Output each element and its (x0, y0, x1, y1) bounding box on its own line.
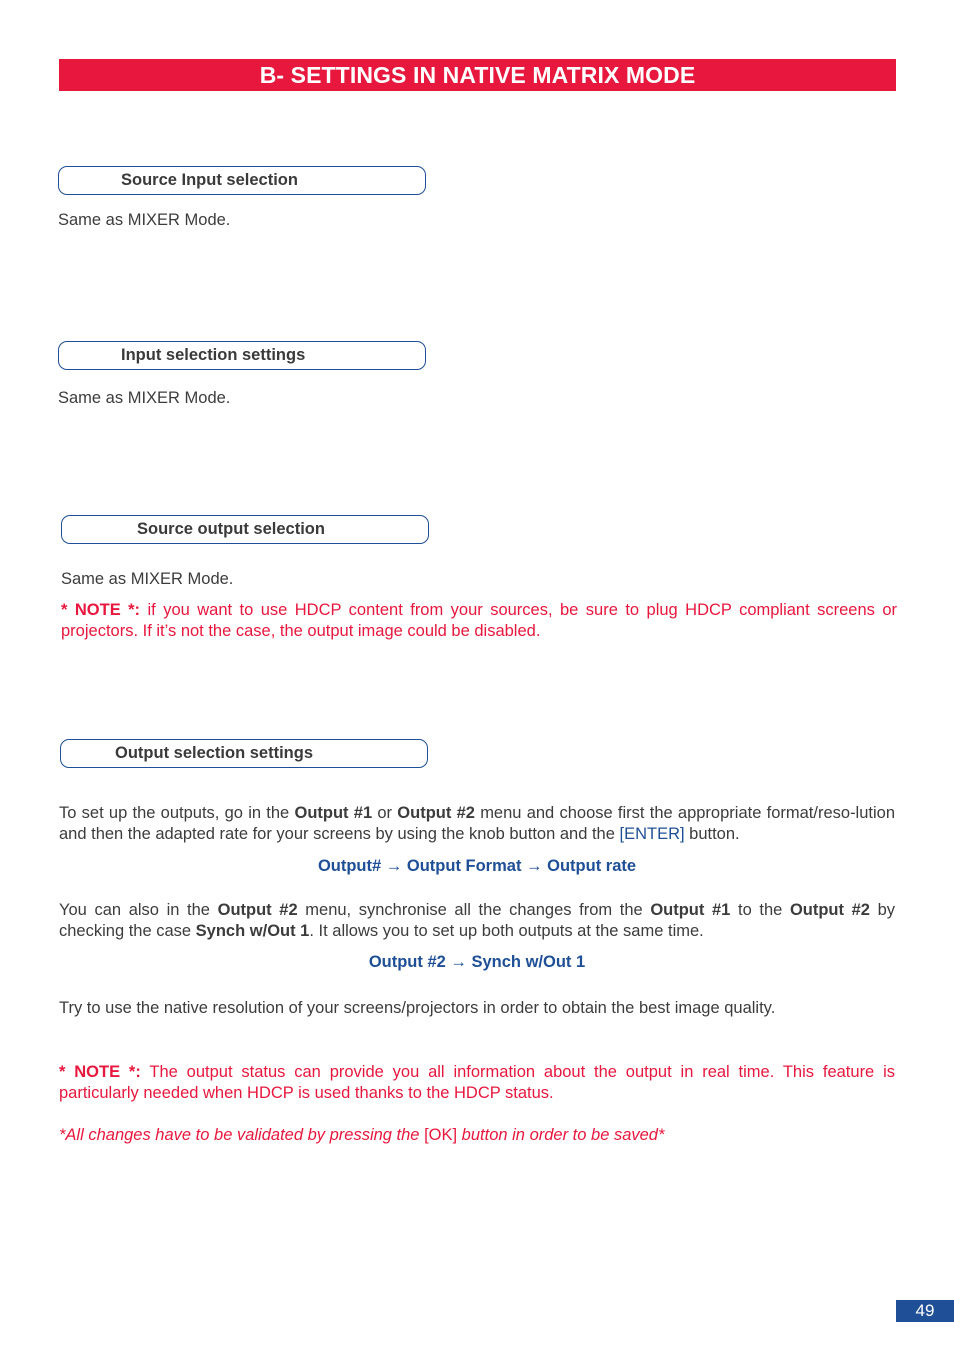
note-label: * NOTE *: (59, 1063, 141, 1081)
text-run: . It allows you to set up both outputs at the same time. (309, 922, 704, 940)
arrow-icon: → (450, 953, 467, 971)
section-heading-input-settings (58, 341, 426, 370)
section-heading-label: Source Input selection (121, 171, 298, 189)
validation-note (59, 1125, 895, 1146)
text-run: button in order to be saved* (457, 1126, 665, 1144)
arrow-icon: → (385, 857, 403, 875)
synch-term: Synch w/Out 1 (195, 922, 310, 940)
section-heading-output-settings (60, 739, 428, 768)
section-body: Same as MIXER Mode. (61, 570, 234, 588)
section-heading-label: Input selection settings (121, 346, 306, 364)
section-heading-label: Source output selection (137, 520, 325, 538)
text-run: to the (730, 901, 790, 919)
text-run: or (372, 804, 398, 822)
section-heading-label: Output selection settings (115, 744, 314, 762)
output-2-term: Output #2 (789, 901, 870, 919)
path-step: Synch w/Out 1 (471, 953, 586, 971)
text-run: To set up the outputs, go in the (59, 804, 295, 822)
enter-button-ref: [ENTER] (619, 825, 685, 843)
output-2-term: Output #2 (397, 804, 475, 822)
output-1-term: Output #1 (294, 804, 373, 822)
arrow-icon: → (526, 857, 543, 875)
path-step: Output Format (406, 857, 522, 875)
text-run: menu, synchronise all the changes from the (297, 901, 651, 919)
native-resolution-tip: Try to use the native resolution of your screens/projectors in order to obtain the best image quality. (59, 999, 776, 1017)
section-body: Same as MIXER Mode. (58, 389, 231, 407)
page-title: B- SETTINGS IN NATIVE MATRIX MODE (59, 59, 896, 91)
path-step: Output# (317, 857, 382, 875)
menu-path-synch (59, 952, 895, 973)
output-setup-paragraph (59, 803, 895, 845)
output-status-note (59, 1062, 895, 1104)
section-body: Same as MIXER Mode. (58, 211, 231, 229)
path-step: Output rate (547, 857, 637, 875)
note-text: The output status can provide you all information about the output in real time. This feature is particularly needed when HDCP is used thanks to the HDCP status. (59, 1063, 895, 1102)
text-run: menu and choose first the appropriate format/reso-lution and then the adapted rate for your screens by using the knob button and the (59, 804, 896, 843)
output-1-term: Output #1 (650, 901, 731, 919)
text-run: by checking the case (59, 901, 896, 940)
note-label: * NOTE *: (61, 601, 141, 619)
hdcp-note (61, 600, 897, 642)
path-step: Output #2 (368, 953, 446, 971)
ok-button-ref: [OK] (424, 1126, 458, 1144)
text-run: button. (684, 825, 740, 843)
menu-path-output-rate (59, 856, 895, 877)
section-heading-source-input (58, 166, 426, 195)
synch-paragraph (59, 900, 895, 942)
text-run: You can also in the (59, 901, 218, 919)
text-run: *All changes have to be validated by pressing the (59, 1126, 425, 1144)
page-number: 49 (896, 1300, 954, 1322)
output-2-term: Output #2 (217, 901, 298, 919)
note-text: if you want to use HDCP content from your sources, be sure to plug HDCP compliant screens or projectors. If it’s not the case, the output image could be disabled. (61, 601, 898, 640)
section-heading-source-output (61, 515, 429, 544)
